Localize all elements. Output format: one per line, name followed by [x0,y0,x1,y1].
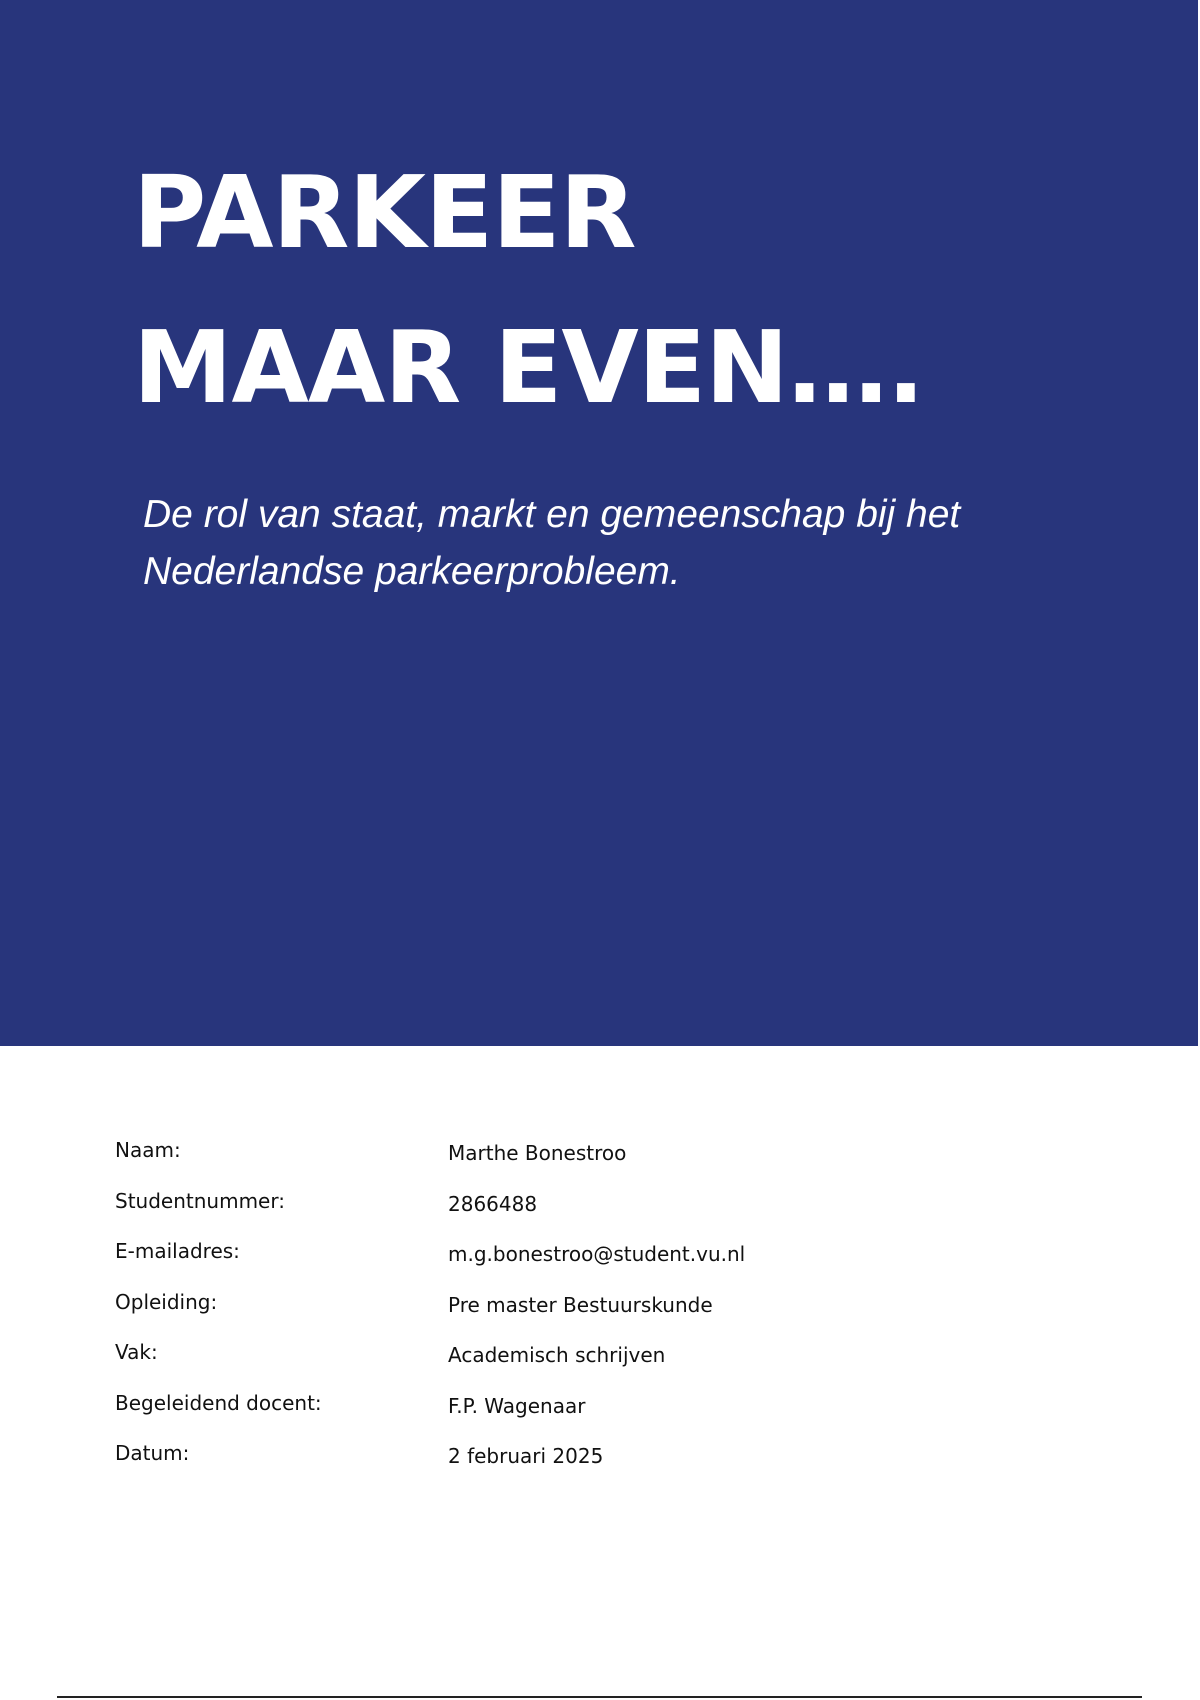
info-value: m.g.bonestroo@student.vu.nl [448,1242,746,1266]
info-value: 2866488 [448,1191,538,1216]
info-label: Opleiding: [115,1289,218,1314]
info-value: Pre master Bestuurskunde [448,1292,713,1317]
info-value: Academisch schrijven [448,1343,666,1367]
title-line-2: MAAR EVEN…. [133,309,924,426]
info-label: Studentnummer: [115,1188,285,1213]
info-value: F.P. Wagenaar [448,1393,586,1418]
footer-rule [57,1696,1142,1698]
info-label: Naam: [115,1138,181,1162]
info-label: E-mailadres: [115,1239,240,1263]
title-line-1: PARKEER [133,154,636,271]
info-label: Begeleidend docent: [115,1390,322,1415]
info-label: Vak: [115,1340,158,1364]
info-value: 2 februari 2025 [448,1444,604,1468]
info-value: Marthe Bonestroo [448,1141,627,1165]
info-label: Datum: [115,1441,190,1465]
subtitle: De rol van staat, markt en gemeenschap bij het Nederlandse parkeerprobleem. [143,493,961,593]
